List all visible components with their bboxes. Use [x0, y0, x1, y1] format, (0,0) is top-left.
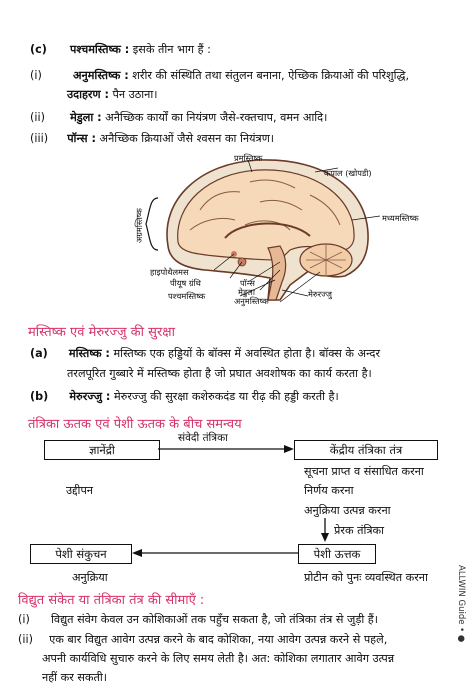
item-term: अनुमस्तिष्क : — [72, 69, 129, 82]
text-decide: निर्णय करना — [304, 484, 354, 497]
text-process-info: सूचना प्राप्त व संसाधित करना — [304, 465, 424, 478]
limits-heading: विद्युत संकेत या तंत्रिका तंत्र की सीमाएँ : — [18, 593, 205, 608]
item-marker: (ii) — [30, 111, 45, 124]
section-c-line — [30, 42, 211, 57]
item-text: शरीर की संस्थिति तथा संतुलन बनाना, ऐच्छिक क्रियाओं की परिशुद्धि, — [132, 69, 410, 82]
limits-ii-line3: नहीं कर सकती। — [42, 671, 107, 684]
box-muscle-contraction: पेशी संकुचन — [30, 544, 132, 564]
text-response: अनुक्रिया — [72, 571, 108, 584]
arrow-sensory — [158, 444, 294, 454]
label-spinal-cord: मेरुरज्जु — [308, 289, 332, 299]
limits-ii-text1: एक बार विद्युत आवेग उत्पन्न करने के बाद कोशिका, नया आवेग उत्पन्न करने से पहले, — [49, 633, 388, 646]
label-midbrain: मध्यमस्तिष्क — [382, 213, 419, 223]
limits-ii-line2: अपनी कार्यविधि सुचारु करने के लिए समय लेती है। अत: कोशिका लगातार आवेग उत्पन्न — [42, 652, 395, 665]
box-cns: केंद्रीय तंत्रिका तंत्र — [294, 440, 438, 460]
arrow-to-contraction — [132, 548, 298, 558]
coordination-heading: तंत्रिका ऊतक एवं पेशी ऊतक के बीच समन्वय — [28, 417, 242, 432]
item-ii — [30, 110, 327, 125]
protection-b-term: मेरुरज्जु : — [69, 390, 111, 403]
label-pons: पॉन्स — [240, 278, 255, 288]
limits-ii — [18, 632, 387, 647]
item-term: पॉन्स : — [67, 132, 96, 145]
item-term: मेडुला : — [70, 111, 102, 124]
section-c-term: पश्चमस्तिष्क : — [69, 43, 130, 56]
limits-i-text: विद्युत संवेग केवल उन कोशिकाओं तक पहुँच सकता है, जो तंत्रिका तंत्र से जुड़ी हैं। — [50, 613, 378, 626]
limits-i-marker: (i) — [18, 613, 30, 626]
forebrain-bracket — [146, 198, 158, 250]
label-medulla: मेडुला — [238, 287, 255, 297]
protection-b-marker: (b) — [30, 390, 49, 403]
item-text: अनैच्छिक क्रियाओं जैसे श्वसन का नियंत्रण। — [99, 132, 275, 145]
protection-a-marker: (a) — [30, 347, 48, 360]
item-iii — [30, 131, 274, 146]
protection-a-line1 — [30, 346, 380, 361]
text-stimulus: उद्दीपन — [66, 484, 94, 497]
protection-a-text1: मस्तिष्क एक हड्डियों के बॉक्स में अवस्थित होता है। बॉक्स के अन्दर — [113, 347, 381, 360]
item-i — [30, 68, 409, 83]
limits-ii-marker: (ii) — [18, 633, 33, 646]
box-muscle-tissue: पेशी ऊत्तक — [298, 544, 376, 564]
text-motor-nerve: प्रेरक तंत्रिका — [334, 524, 385, 537]
label-hypothalamus: हाइपोथैलमस — [150, 267, 189, 277]
item-example — [67, 87, 158, 102]
box-sense-organ: ज्ञानेंद्री — [44, 440, 160, 460]
item-text: अनैच्छिक कार्यों का नियंत्रण जैसे-रक्तचाप, वमन आदि। — [105, 111, 328, 124]
item-term: उदाहरण : — [67, 88, 109, 101]
protection-a-line2: तरलपूरित गुब्बारे में मस्तिष्क होता है जो प्रघात अवशोषक का कार्य करता है। — [67, 367, 372, 380]
label-pituitary: पीयूष ग्रंथि — [170, 278, 201, 288]
label-forebrain: अग्रमस्तिष्क — [134, 208, 144, 243]
label-cerebellum: अनुमस्तिष्क — [234, 296, 269, 306]
label-sensory-nerve: संवेदी तंत्रिका — [178, 432, 228, 444]
text-generate-response: अनुक्रिया उत्पन्न करना — [304, 504, 391, 517]
item-text: पैन उठाना। — [112, 88, 158, 101]
section-c-marker: (c) — [30, 43, 47, 56]
item-marker: (i) — [30, 69, 42, 82]
text-protein: प्रोटीन को पुनः व्यवस्थित करना — [304, 571, 428, 584]
protection-heading: मस्तिष्क एवं मेरुरज्जु की सुरक्षा — [28, 325, 175, 340]
label-cerebrum: प्रमस्तिष्क — [234, 153, 263, 163]
section-c-text: इसके तीन भाग हैं : — [132, 43, 211, 56]
label-hindbrain: पश्चमस्तिष्क — [168, 291, 206, 301]
protection-a-term: मस्तिष्क : — [68, 347, 110, 360]
protection-b-line — [30, 389, 339, 404]
arrow-motor — [320, 518, 330, 542]
side-watermark: ALLWIN Guide • ● — [456, 565, 466, 643]
item-marker: (iii) — [30, 132, 49, 145]
protection-b-text: मेरुरज्जु की सुरक्षा कशेरुकदंड या रीढ़ की हड्डी करती है। — [113, 390, 339, 403]
limits-i — [18, 612, 378, 627]
label-skull: कपाल (खोपडी) — [324, 168, 372, 178]
